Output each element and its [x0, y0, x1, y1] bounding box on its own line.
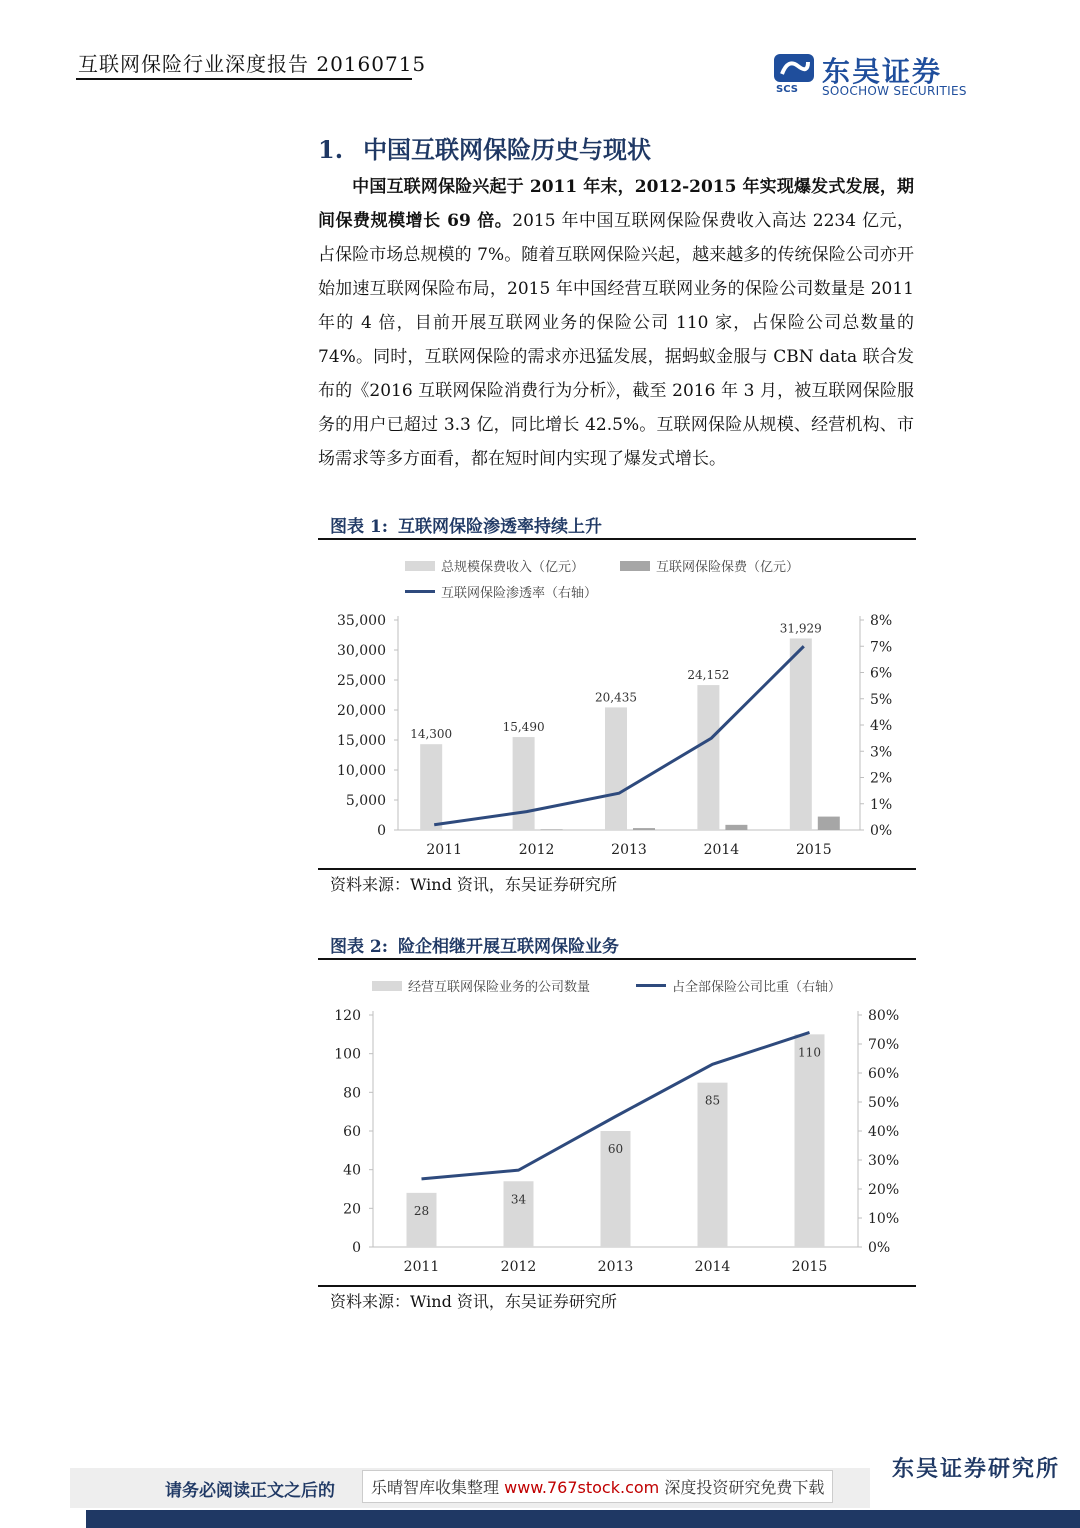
chart-penetration	[318, 600, 918, 870]
watermark-tail: 深度投资研究免费下载	[664, 1478, 825, 1497]
x-tick-label: 2012	[500, 1259, 537, 1275]
bar	[605, 707, 627, 830]
y-tick-label-right: 8%	[870, 613, 893, 629]
figure1-label: 图表 1:	[330, 517, 389, 537]
data-label: 110	[798, 1045, 821, 1060]
watermark-url[interactable]: www.767stock.com	[504, 1478, 660, 1497]
y-tick-label-right: 5%	[870, 691, 893, 708]
legend-label-internet: 互联网保险保费（亿元）	[656, 560, 800, 575]
x-tick-label: 2011	[403, 1259, 440, 1275]
chart2-legend-item-companies	[372, 976, 590, 995]
logo-english-name: SOOCHOW SECURITIES	[822, 84, 967, 98]
section-heading	[318, 130, 651, 165]
paragraph-body: 2015 年中国互联网保险保费收入高达 2234 亿元，占保险市场总规模的 7%。随着互联网保险兴起，越来越多的传统保险公司亦开始加速互联网保险布局，2015 年中国经营互联网业务的保险公司数量是 2011 年的 4 倍，目前开展互联网业务的保险公司 110 家，占保险公司总数量的 74%。同时，互联网保险的需求亦迅猛发展，据蚂蚁金服与 CBN data 联合发布的《2016 互联网保险消费行为分析》，截至 2016 年 3 月，被互联网保险服务的用户已超过 3.3 亿，同比增长 42.5%。互联网保险从规模、经营机构、市场需求等多方面看，都在短时间内实现了爆发式增长。	[318, 211, 914, 469]
x-tick-label: 2012	[518, 842, 555, 858]
x-tick-label: 2015	[791, 1259, 828, 1275]
legend-swatch-companies	[372, 981, 402, 991]
footer-notice: 请务必阅读正文之后的	[165, 1481, 335, 1501]
y-tick-label-left: 100	[334, 1046, 361, 1063]
y-tick-label-right: 0%	[870, 823, 893, 839]
x-tick-label: 2013	[611, 842, 647, 858]
data-label: 85	[704, 1093, 721, 1108]
data-label: 60	[607, 1142, 624, 1156]
y-tick-label-right: 0%	[868, 1240, 891, 1256]
legend-swatch-internet	[620, 561, 650, 571]
y-tick-label-right: 60%	[868, 1066, 900, 1082]
watermark-text: 乐晴智库收集整理	[371, 1478, 500, 1497]
data-label: 34	[510, 1192, 527, 1207]
y-tick-label-left: 0	[377, 823, 386, 839]
y-tick-label-left: 20	[343, 1201, 361, 1218]
figure1-caption: 互联网保险渗透率持续上升	[398, 517, 603, 537]
y-tick-label-right: 7%	[870, 639, 893, 656]
legend-label-penetration: 互联网保险渗透率（右轴）	[441, 586, 598, 601]
y-tick-label-right: 4%	[870, 718, 893, 734]
bar	[795, 1034, 825, 1247]
section-number: 1.	[318, 135, 344, 164]
x-tick-label: 2013	[597, 1259, 634, 1275]
y-tick-label-right: 70%	[868, 1037, 900, 1053]
y-tick-label-right: 40%	[868, 1124, 900, 1140]
legend-swatch-penetration	[405, 590, 435, 593]
y-tick-label-right: 80%	[868, 1008, 900, 1024]
chart1-legend-item-penetration	[405, 582, 597, 601]
bar	[407, 1193, 437, 1247]
y-tick-label-left: 40	[343, 1162, 361, 1179]
bar	[504, 1181, 534, 1247]
chart-companies	[318, 1000, 918, 1285]
x-tick-label: 2015	[795, 842, 832, 858]
footer-watermark	[362, 1470, 833, 1503]
legend-label-total: 总规模保费收入（亿元）	[441, 560, 585, 575]
y-tick-label-left: 80	[343, 1085, 361, 1102]
data-label: 15,490	[502, 720, 545, 735]
y-tick-label-right: 50%	[868, 1095, 900, 1111]
y-tick-label-left: 5,000	[345, 793, 386, 809]
bar	[790, 638, 812, 830]
x-tick-label: 2014	[694, 1259, 731, 1275]
chart1-legend-item-total	[405, 556, 584, 575]
y-tick-label-left: 15,000	[337, 733, 386, 749]
legend-swatch-total	[405, 561, 435, 571]
x-tick-label: 2014	[703, 842, 740, 858]
bar	[633, 828, 655, 830]
report-header-title: 互联网保险行业深度报告 20160715	[78, 52, 427, 76]
y-tick-label-right: 3%	[870, 744, 893, 761]
y-tick-label-right: 10%	[868, 1211, 900, 1227]
y-tick-label-left: 60	[343, 1124, 361, 1140]
figure1-top-rule	[318, 538, 916, 540]
data-label: 24,152	[687, 668, 730, 683]
bar	[513, 737, 535, 830]
y-tick-label-right: 30%	[868, 1153, 900, 1169]
legend-label-companies: 经营互联网保险业务的公司数量	[408, 980, 591, 995]
y-tick-label-left: 20,000	[337, 703, 386, 719]
bar	[725, 825, 747, 830]
bar	[818, 817, 840, 830]
x-tick-label: 2011	[426, 842, 463, 858]
bar	[420, 744, 442, 830]
figure1-title	[330, 512, 602, 537]
y-tick-label-left: 25,000	[337, 673, 386, 689]
y-tick-label-right: 20%	[868, 1182, 900, 1198]
figure1-source: 资料来源：Wind 资讯，东吴证券研究所	[330, 875, 617, 894]
header-underline	[76, 78, 412, 80]
footer-bottom-bar	[86, 1510, 1080, 1528]
body-paragraph	[318, 170, 914, 476]
logo-scs-text: SCS	[776, 84, 798, 95]
chart2-legend-item-share	[636, 976, 841, 995]
section-title: 中国互联网保险历史与现状	[363, 135, 652, 164]
legend-label-share: 占全部保险公司比重（右轴）	[672, 980, 842, 995]
data-label: 28	[413, 1203, 430, 1218]
figure1-bottom-rule	[318, 868, 916, 870]
company-logo	[772, 52, 987, 102]
data-label: 14,300	[410, 727, 453, 742]
data-label: 20,435	[595, 690, 637, 705]
logo-chinese-name: 东吴证券	[822, 55, 943, 88]
legend-swatch-share	[636, 984, 666, 987]
y-tick-label-right: 6%	[870, 665, 893, 682]
figure2-source: 资料来源：Wind 资讯，东吴证券研究所	[330, 1292, 617, 1311]
y-tick-label-left: 120	[334, 1008, 361, 1024]
y-tick-label-right: 2%	[870, 770, 893, 787]
figure2-bottom-rule	[318, 1285, 916, 1287]
figure2-top-rule	[318, 958, 916, 960]
figure2-caption: 险企相继开展互联网保险业务	[398, 937, 620, 957]
bar	[541, 829, 563, 830]
bar	[697, 685, 719, 830]
paragraph-lead: 中国互联网保险兴起于 2011 年末，2012-2015 年实现爆发式发展，期间保费规模增长 69 倍。	[318, 177, 914, 231]
y-tick-label-left: 30,000	[337, 643, 386, 659]
chart1-legend-item-internet	[620, 556, 799, 575]
y-tick-label-left: 10,000	[337, 763, 386, 779]
data-label: 31,929	[779, 621, 822, 636]
y-tick-label-left: 35,000	[337, 613, 386, 629]
y-tick-label-right: 1%	[870, 796, 893, 813]
figure2-title	[330, 932, 619, 957]
footer-brand: 东吴证券研究所	[892, 1456, 1061, 1482]
figure2-label: 图表 2:	[330, 937, 389, 957]
y-tick-label-left: 0	[352, 1240, 361, 1256]
